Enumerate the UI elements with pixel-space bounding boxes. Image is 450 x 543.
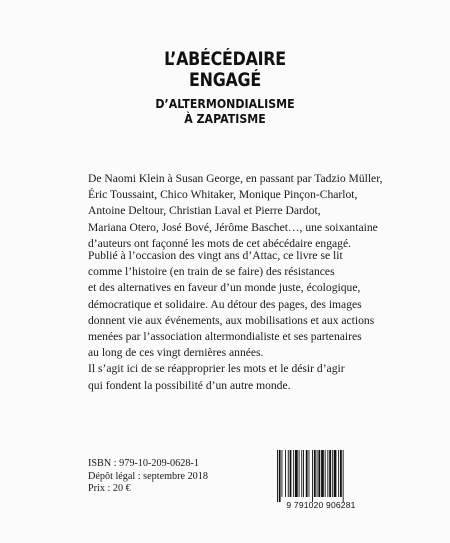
book-title-line-2: ENGAGÉ — [189, 70, 261, 91]
book-subtitle-line-2: À ZAPATISME — [184, 111, 266, 126]
blurb-line: De Naomi Klein à Susan George, en passant par Tadzio Müller, — [88, 172, 383, 185]
barcode-icon — [275, 450, 367, 502]
blurb-line: d’auteurs ont façonné les mots de cet abécédaire engagé. — [88, 236, 351, 250]
price-text: Prix : 20 € — [88, 483, 131, 494]
book-title-line-1: L’ABÉCÉDAIRE — [164, 49, 286, 70]
legal-deposit-text: Dépôt légal : septembre 2018 — [88, 470, 208, 482]
isbn-text: ISBN : 979-10-209-0628-1 — [88, 458, 199, 469]
blurb-paragraph-2 — [88, 248, 388, 394]
blurb-line: comme l’histoire (en train de se faire) des résistances — [88, 265, 335, 279]
blurb-line: qui fondent la possibilité d’un autre monde. — [88, 378, 291, 392]
barcode-number: 9 791020 906281 — [286, 500, 356, 510]
blurb-line: et des alternatives en faveur d’un monde juste, écologique, — [88, 281, 361, 295]
blurb-paragraph-1 — [88, 171, 388, 252]
book-subtitle-line-1: D’ALTERMONDIALISME — [155, 96, 295, 111]
blurb-line: donnent vie aux événements, aux mobilisations et aux actions — [88, 313, 375, 327]
blurb-line: Mariana Otero, José Bové, Jérôme Baschet…, une soixantaine — [88, 220, 378, 234]
blurb-line: au long de ces vingt dernières années. — [88, 346, 264, 360]
blurb-line: menées par l’association altermondialiste et ses partenaires — [88, 330, 362, 344]
blurb-line: Antoine Deltour, Christian Laval et Pierre Dardot, — [88, 204, 321, 218]
blurb-line: Il s’agit ici de se réapproprier les mots et le désir d’agir — [88, 362, 345, 376]
publication-info — [88, 458, 208, 496]
blurb-line: démocratique et solidaire. Au détour des pages, des images — [88, 297, 362, 311]
blurb-line: Éric Toussaint, Chico Whitaker, Monique Pinçon-Charlot, — [88, 188, 358, 202]
blurb-line: Publié à l’occasion des vingt ans d’Attac, ce livre se lit — [88, 249, 343, 262]
